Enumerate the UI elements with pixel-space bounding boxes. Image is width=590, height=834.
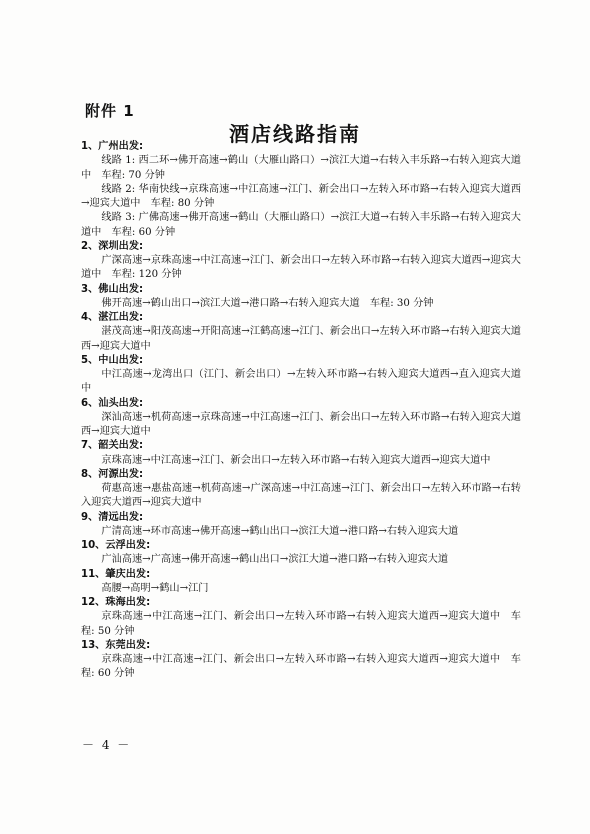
route-description: 京珠高速→中江高速→江门、新会出口→左转入环市路→右转入迎宾大道西→迎宾大道中 车程: 60 分钟 xyxy=(81,654,521,680)
route-description: 高腰→高明→鹤山→江门 xyxy=(101,582,209,594)
route-section xyxy=(81,511,521,540)
section-heading: 13、东莞出发: xyxy=(81,639,151,651)
section-heading: 9、清远出发: xyxy=(81,511,144,523)
route-description: 线路 1: 西二环→佛开高速→鹤山（大雁山路口）→滨江大道→右转入丰乐路→右转入迎宾大道中 车程: 70 分钟 xyxy=(81,155,521,181)
section-heading: 4、湛江出发: xyxy=(81,312,144,323)
section-heading: 5、中山出发: xyxy=(81,354,144,366)
route-description: 线路 3: 广佛高速→佛开高速→鹤山（大雁山路口）→滨江大道→右转入丰乐路→右转入迎宾大道中 车程: 60 分钟 xyxy=(81,212,521,238)
route-description: 深汕高速→机荷高速→京珠高速→中江高速→江门、新会出口→左转入环市路→右转入迎宾大道西→迎宾大道中 xyxy=(81,411,521,437)
route-description: 中江高速→龙湾出口（江门、新会出口）→左转入环市路→右转入迎宾大道西→直入迎宾大道中 xyxy=(81,369,521,395)
section-heading: 10、云浮出发: xyxy=(81,540,151,551)
route-section xyxy=(81,596,521,639)
section-heading: 12、珠海出发: xyxy=(81,597,151,608)
route-section xyxy=(81,240,521,283)
section-heading: 1、广州出发: xyxy=(81,141,144,152)
route-section xyxy=(81,140,521,240)
route-description: 湛茂高速→阳茂高速→开阳高速→江鹤高速→江门、新会出口→左转入环市路→右转入迎宾大道西→迎宾大道中 xyxy=(81,326,521,352)
route-description: 京珠高速→中江高速→江门、新会出口→左转入环市路→右转入迎宾大道西→迎宾大道中 xyxy=(101,454,491,466)
section-heading: 7、韶关出发: xyxy=(81,440,144,452)
route-description: 荷惠高速→惠盐高速→机荷高速→广深高速→中江高速→江门、新会出口→左转入环市路→右转入迎宾大道西→迎宾大道中 xyxy=(81,483,521,509)
route-section xyxy=(81,397,521,440)
route-section xyxy=(81,354,521,397)
page-number: － 4 － xyxy=(82,738,132,752)
route-section xyxy=(81,539,521,568)
route-section xyxy=(81,468,521,511)
route-description: 京珠高速→中江高速→江门、新会出口→左转入环市路→右转入迎宾大道西→迎宾大道中 车程: 50 分钟 xyxy=(81,611,521,637)
route-section xyxy=(81,568,521,597)
route-section xyxy=(81,639,521,682)
section-heading: 8、河源出发: xyxy=(81,468,144,480)
route-description: 佛开高速→鹤山出口→滨江大道→港口路→右转入迎宾大道 车程: 30 分钟 xyxy=(101,297,434,309)
route-description: 广清高速→环市高速→佛开高速→鹤山出口→滨江大道→港口路→右转入迎宾大道 xyxy=(101,525,459,537)
route-description: 广汕高速→广高速→佛开高速→鹤山出口→滨江大道→港口路→右转入迎宾大道 xyxy=(101,554,449,566)
route-section xyxy=(81,283,521,312)
page-title: 酒店线路指南 xyxy=(229,122,361,146)
section-heading: 6、汕头出发: xyxy=(81,397,144,409)
section-heading: 11、肇庆出发: xyxy=(81,568,151,580)
section-heading: 2、深圳出发: xyxy=(81,240,144,252)
route-description: 线路 2: 华南快线→京珠高速→中江高速→江门、新会出口→左转入环市路→右转入迎宾大道西→迎宾大道中 车程: 80 分钟 xyxy=(81,183,521,209)
route-guide-body xyxy=(81,140,521,682)
route-section xyxy=(81,311,521,354)
section-heading: 3、佛山出发: xyxy=(81,283,144,295)
route-section xyxy=(81,439,521,468)
route-description: 广深高速→京珠高速→中江高速→江门、新会出口→左转入环市路→右转入迎宾大道西→迎宾大道中 车程: 120 分钟 xyxy=(81,255,521,281)
attachment-label: 附件 1 xyxy=(85,102,135,120)
